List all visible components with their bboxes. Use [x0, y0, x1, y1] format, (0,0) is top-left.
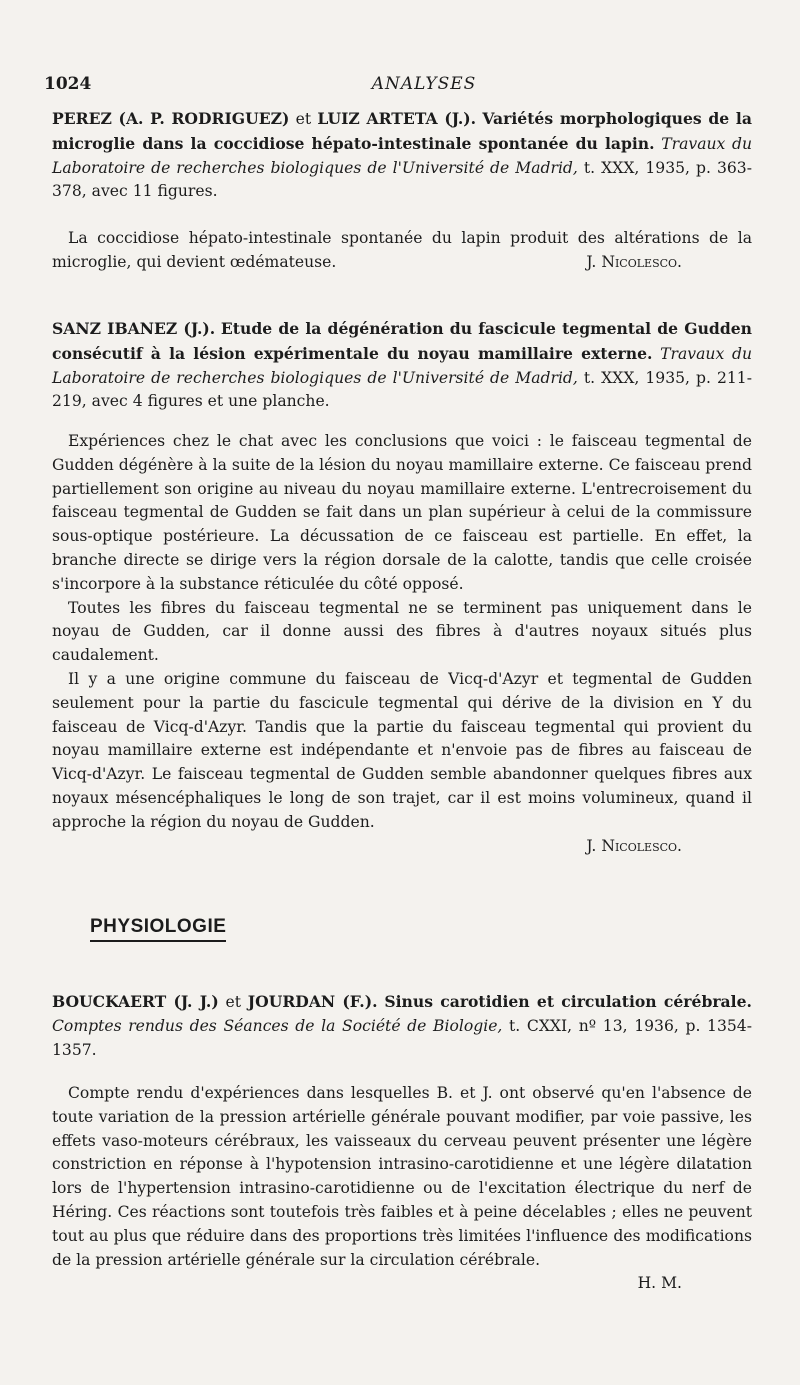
reference-entry-3 — [52, 990, 752, 1062]
abstract-3 — [52, 1082, 752, 1296]
abstract-paragraph: Toutes les fibres du faisceau tegmental ne se terminent pas uniquement dans le noyau de Gudden, car il donne aussi des fibres à d'autres noyaux situés plus caudalement. — [52, 598, 752, 665]
abstract-2 — [52, 430, 752, 858]
running-head — [44, 74, 764, 96]
citation-details: t. CXXI, nº 13, 1936, p. 1354-1357. — [52, 1016, 752, 1059]
conjunction: et — [225, 993, 241, 1011]
authors: PEREZ (A. P. RODRIGUEZ) — [52, 109, 290, 128]
conjunction: et — [295, 110, 312, 128]
article-title: Variétés morphologiques de la microglie dans la coccidiose hépato-intestinale spontanée du lapin. — [52, 109, 752, 153]
article-title: Sinus carotidien et circulation cérébrale. — [384, 992, 752, 1011]
signature: H. M. — [637, 1274, 682, 1293]
page-number: 1024 — [44, 74, 92, 94]
signature: J. Nicolesco. — [586, 252, 682, 271]
journal-name: Comptes rendus des Séances de la Société de Biologie, — [52, 1016, 503, 1035]
abstract-paragraph: Compte rendu d'expériences dans lesquelles B. et J. ont observé qu'en l'absence de toute variation de la pression artérielle générale pouvant modifier, par voie passive, les effets vaso-moteurs cérébraux, les vaisseaux du cerveau peuvent présenter une légère constriction en réponse à l'hypotension intrasino-carotidienne et une légère dilatation lors de l'hypertension intrasino-carotidienne ou de l'excitation électrique du nerf de Héring. Ces réactions sont toutefois très faibles et à peine décelables ; elles ne peuvent tout au plus que réduire dans des proportions très limitées l'influence des modifications de la pression artérielle générale sur la circulation cérébrale. — [52, 1084, 752, 1269]
section-title: ANALYSES — [371, 74, 477, 94]
abstract-paragraph: Expériences chez le chat avec les conclusions que voici : le faisceau tegmental de Gudden dégénère à la suite de la lésion du noyau mamillaire externe. Ce faisceau prend partiellement son origine au niveau du noyau mamillaire externe. L'entrecroisement du faisceau tegmental de Gudden se fait dans un plan supérieur à celui de la commissure sous-optique postérieure. La décussation de ce faisceau est partielle. En effet, la branche directe se dirige vers la région dorsale de la calotte, tandis que celle croisée s'incorpore à la substance réticulée du côté opposé. — [52, 432, 752, 593]
authors: BOUCKAERT (J. J.) — [52, 992, 219, 1011]
reference-entry-2 — [52, 317, 752, 414]
abstract-paragraph: La coccidiose hépato-intestinale spontanée du lapin produit des altérations de la microglie, qui devient œdémateuse. J. Nicolesco. — [52, 227, 752, 275]
journal-name: Travaux du Laboratoire de recherches biologiques de l'Université de Madrid, — [52, 134, 752, 177]
authors: JOURDAN (F.). — [247, 992, 378, 1011]
authors: LUIZ ARTETA (J.). — [317, 109, 477, 128]
citation-details: t. XXX, 1935, p. 211-219, avec 4 figures et une planche. — [52, 368, 752, 411]
signature: J. Nicolesco. — [586, 836, 682, 855]
article-title: Etude de la dégénération du fascicule tegmental de Gudden consécutif à la lésion expérimentale du noyau mamillaire externe. — [52, 319, 752, 363]
authors: SANZ IBANEZ (J.). — [52, 319, 216, 338]
reference-entry-1 — [52, 107, 752, 204]
citation-details: t. XXX, 1935, p. 363-378, avec 11 figures. — [52, 158, 752, 201]
abstract-paragraph: Il y a une origine commune du faisceau de Vicq-d'Azyr et tegmental de Gudden seulement pour la partie du fascicule tegmental qui dérive de la division en Y du faisceau de Vicq-d'Azyr. Tandis que la partie du faisceau tegmental qui provient du noyau mamillaire externe est indépendante et n'envoie pas de fibres au faisceau de Vicq-d'Azyr. Le faisceau tegmental de Gudden semble abandonner quelques fibres aux noyaux mésencéphaliques le long de son trajet, car il est moins volumineux, quand il approche la région du noyau de Gudden. — [52, 669, 752, 831]
abstract-1 — [52, 227, 752, 275]
section-heading: PHYSIOLOGIE — [90, 916, 226, 942]
journal-name: Travaux du Laboratoire de recherches biologiques de l'Université de Madrid, — [52, 344, 752, 387]
